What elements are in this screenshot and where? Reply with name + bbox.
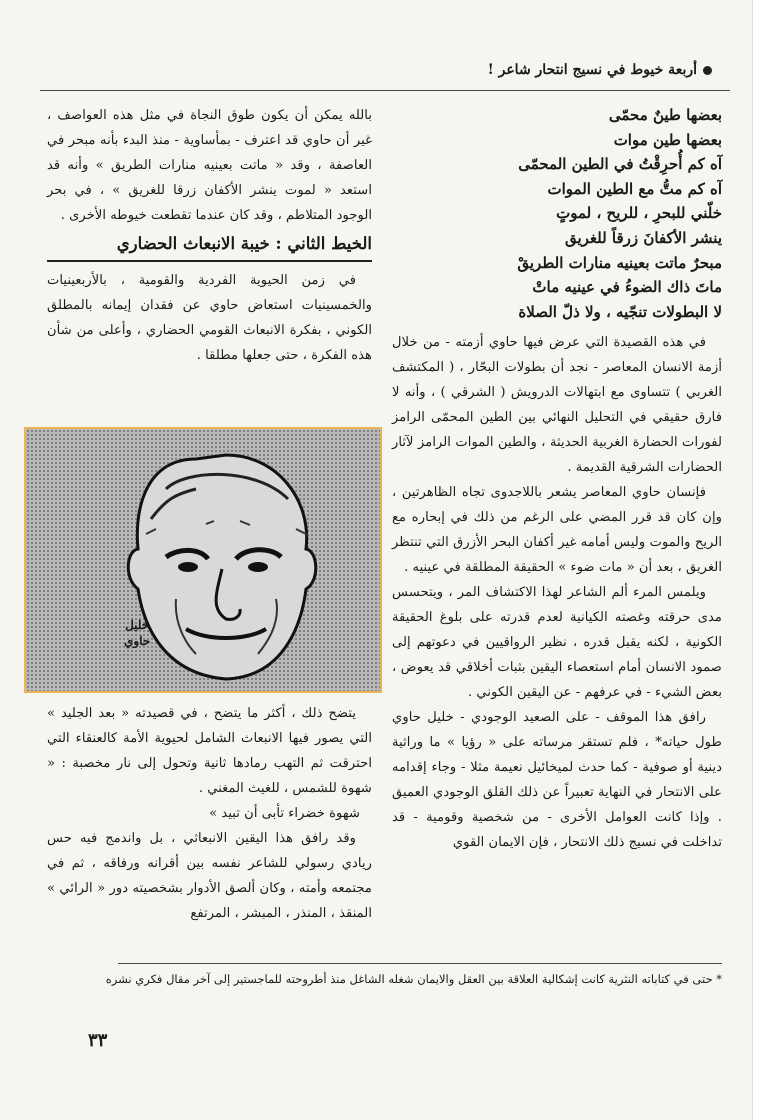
left-column-lower [47, 701, 372, 926]
paragraph: في زمن الحيوية الفردية والقومية ، بالأربعينيات والخمسينيات استعاض حاوي عن فقدان إيمانه بالمطلق الكوني ، بفكرة الانبعاث القومي الحضاري ، وأعلى من شأن هذه الفكرة ، حتى جعلها مطلقا . [47, 273, 372, 363]
portrait-figure [24, 427, 382, 693]
section-title: الخيط الثاني : خيبة الانبعاث الحضاري [47, 230, 372, 262]
poem-line: بعضها طين موات [613, 130, 722, 149]
poem-line: آه كم متُّ مع الطين الموات [547, 179, 722, 198]
running-header [488, 62, 712, 78]
paragraph: رافق هذا الموقف - على الصعيد الوجودي - خليل حاوي طول حياته* ، فلم تستقر مرساته على « رؤيا » ما وراثية دينية أو صوفية - كما حدث لميخائيل نعيمة مثلا - وجاء إقدامه على الانتحار في النهاية تعبيراً عن ذلك القلق الوجودي العميق . وإذا كانت العوامل الأخرى - من شخصية وقومية - قد تداخلت في نسيج ذلك الانتحار ، فإن الايمان القوي [392, 710, 722, 851]
page-edge [752, 0, 774, 1120]
paragraph: وقد رافق هذا اليقين الانبعاثي ، بل واندمج فيه حس ريادي رسولي للشاعر نفسه بين أقرانه ورفاقه ، ثم في مجتمعه وأمته ، وكان ألصق الأدوار بشخصيته دور « الرائي » المنقذ ، المنذر ، المبشر ، المرتفع [47, 831, 372, 921]
caption-line: خليل [125, 618, 150, 632]
footnote-divider [118, 963, 722, 964]
poem-line: ماتَ ذاك الضوءُ في عينيه ماتْ [532, 278, 722, 297]
portrait-drawing [26, 429, 380, 691]
bullet-icon [703, 66, 712, 75]
paragraph: فإنسان حاوي المعاصر يشعر باللاجدوى تجاه الظاهرتين ، وإن كان قد قرر المضي على الرغم من ذلك في إبحاره مع الريح والموت وليس أمامه غير أكفان البحر الأزرق التي تنتظر الغريق ، بعد أن « مات ضوء » الحقيقة المطلقة في عينيه . [392, 485, 722, 576]
poem-line: بعضها طينٌ محمّى [608, 106, 722, 124]
poem-line: مبحرٌ ماتت بعينيه منارات الطريقْ [517, 253, 722, 272]
page-number: ٣٣ [88, 1030, 108, 1051]
paragraph: يتضح ذلك ، أكثر ما يتضح ، في قصيدته « بعد الجليد » التي يصور فيها الانبعاث الشامل لحيوية الأمة كالعنقاء التي احترقت ثم التهب رمادها ثانية وتحول إلى نار مخصبة : « شهوة للشمس ، للغيث المغني . [47, 706, 372, 796]
quoted-line: شهوة خضراء تأبى أن تبيد » [209, 806, 360, 821]
poem-line: لا البطولات تنجّيه ، ولا ذلّ الصلاة [518, 302, 722, 321]
paragraph: بالله يمكن أن يكون طوق النجاة في مثل هذه العواصف ، غير أن حاوي قد اعترف - بمأساوية - منذ البدء بأنه مبحر في العاصفة ، وقد « ماتت بعينيه منارات الطريق » وأنه قد استعد « لموت ينشر الأكفان زرقا للغريق » ، في بحر الوجود المتلاطم ، وقد كان عندما تقطعت خيوطه الأخرى . [47, 108, 372, 223]
paragraph: ويلمس المرء ألم الشاعر لهذا الاكتشاف المر ، ويتحسس مدى حرقته وغصته الكيانية لعدم قدرته على بلوغ الحقيقة الكونية ، لكنه يقبل قدره ، نظير الرواقيين في دعوتهم إلى صمود الانسان أمام استعصاء اليقين بثبات أخلاقي قد يعوض ، بعض الشيء - في عرفهم - عن اليقين الكوني . [392, 585, 722, 701]
poem-line: خلّني للبحرِ ، للريح ، لموتٍ [556, 204, 722, 223]
header-divider [40, 90, 730, 91]
left-column [47, 103, 372, 368]
poem-block [392, 103, 722, 324]
figure-caption [124, 617, 150, 649]
poem-line: ينشر الأكفانَ زرقاً للغريق [564, 228, 722, 247]
footnote: * حتى في كتاباته النثرية كانت إشكالية العلاقة بين العقل والايمان شغله الشاغل منذ أطروحته للماجستير إلى آخر مقال فكري نشره [105, 972, 722, 986]
caption-line: حاوي [124, 634, 151, 648]
right-column [392, 103, 722, 855]
paragraph: في هذه القصيدة التي عرض فيها حاوي أزمته - من خلال أزمة الانسان المعاصر - نجد أن بطولات البحّار ، ( المكتشف الغربي ) تتساوى مع ابتهالات الدرويش ( الشرقي ) ، وأنه لا فارق حقيقي في التحليل النهائي بين الطين المحمّى الرامز لفورات الحضارة الغربية الحديثة ، والطين الموات الرامز لآثار الحضارات الشرقية القديمة . [392, 335, 722, 476]
poem-line: آه كم أُحرِقْتُ في الطين المحمّى [518, 155, 722, 174]
header-title: أربعة خيوط في نسيج انتحار شاعر ! [487, 62, 697, 78]
